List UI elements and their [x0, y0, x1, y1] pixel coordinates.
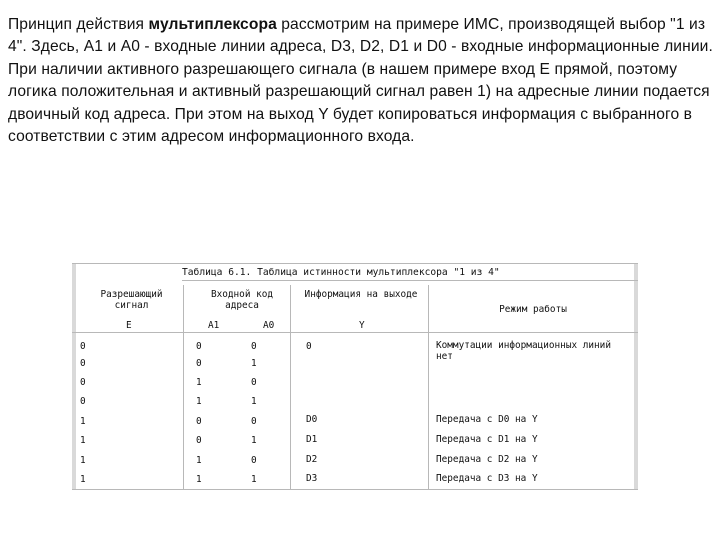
row-0-e: 0: [80, 341, 86, 352]
row-1-e: 0: [80, 358, 86, 369]
row-7-y: D3: [306, 473, 318, 484]
row-6-mode: Передача с D2 на Y: [436, 454, 538, 465]
header-enable: Разрешающий сигнал: [100, 289, 163, 311]
row-4-a1: 0: [196, 416, 202, 427]
subheader-y: Y: [359, 320, 365, 331]
row-0-a1: 0: [196, 341, 202, 352]
row-6-y: D2: [306, 454, 318, 465]
row-5-a0: 1: [251, 435, 257, 446]
row-4-a0: 0: [251, 416, 257, 427]
paragraph-body: рассмотрим на примере ИМС, производящей выбор "1 из 4". Здесь, А1 и А0 - входные линии адреса, D3, D2, D1 и D0 - входные информационные линии. При наличии активного разрешающего сигнала (в нашем примере вход Е прямой, поэтому логика положительная и активный разрешающий сигнал равен 1) на адресные линии подается двоичный код адреса. При этом на выход Y будет копироваться информация с выбранного в соответствии с этим адресом информационного входа.: [8, 16, 713, 146]
row-3-a0: 1: [251, 396, 257, 407]
row-6-e: 1: [80, 455, 86, 466]
row-4-e: 1: [80, 416, 86, 427]
row-4-mode: Передача с D0 на Y: [436, 414, 538, 425]
row-5-e: 1: [80, 435, 86, 446]
row-2-a0: 0: [251, 377, 257, 388]
table-caption: Таблица 6.1. Таблица истинности мультиплексора "1 из 4": [182, 267, 500, 278]
row-7-e: 1: [80, 474, 86, 485]
paragraph-lead: Принцип действия: [8, 16, 149, 33]
header-address: Входной код адреса: [210, 289, 274, 311]
row-3-e: 0: [80, 396, 86, 407]
subheader-a1: A1: [208, 320, 220, 331]
row-3-a1: 1: [196, 396, 202, 407]
paragraph-term: мультиплексора: [148, 16, 277, 33]
row-7-mode: Передача с D3 на Y: [436, 473, 538, 484]
row-1-a0: 1: [251, 358, 257, 369]
row-1-a1: 0: [196, 358, 202, 369]
hline-top: [72, 263, 638, 264]
row-7-a0: 1: [251, 474, 257, 485]
row-5-y: D1: [306, 434, 318, 445]
row-4-y: D0: [306, 414, 318, 425]
row-5-a1: 0: [196, 435, 202, 446]
vline-1: [183, 285, 184, 489]
row-2-a1: 1: [196, 377, 202, 388]
intro-paragraph: [8, 14, 714, 148]
hline-header: [72, 332, 638, 333]
hline-caption: [182, 280, 638, 281]
subheader-e: E: [126, 320, 132, 331]
table-right-edge: [634, 263, 638, 490]
vline-2: [290, 285, 291, 489]
table-left-edge: [72, 263, 76, 490]
row-7-a1: 1: [196, 474, 202, 485]
row-2-e: 0: [80, 377, 86, 388]
row-6-a1: 1: [196, 455, 202, 466]
header-mode: Режим работы: [499, 304, 567, 315]
merged-mode-off: Коммутации информационных линий нет: [436, 340, 611, 362]
header-output: Информация на выходе: [304, 289, 418, 300]
subheader-a0: A0: [263, 320, 275, 331]
merged-y-zero: 0: [306, 341, 312, 352]
row-0-a0: 0: [251, 341, 257, 352]
row-5-mode: Передача с D1 на Y: [436, 434, 538, 445]
vline-3: [428, 285, 429, 489]
hline-bottom: [72, 489, 638, 490]
row-6-a0: 0: [251, 455, 257, 466]
